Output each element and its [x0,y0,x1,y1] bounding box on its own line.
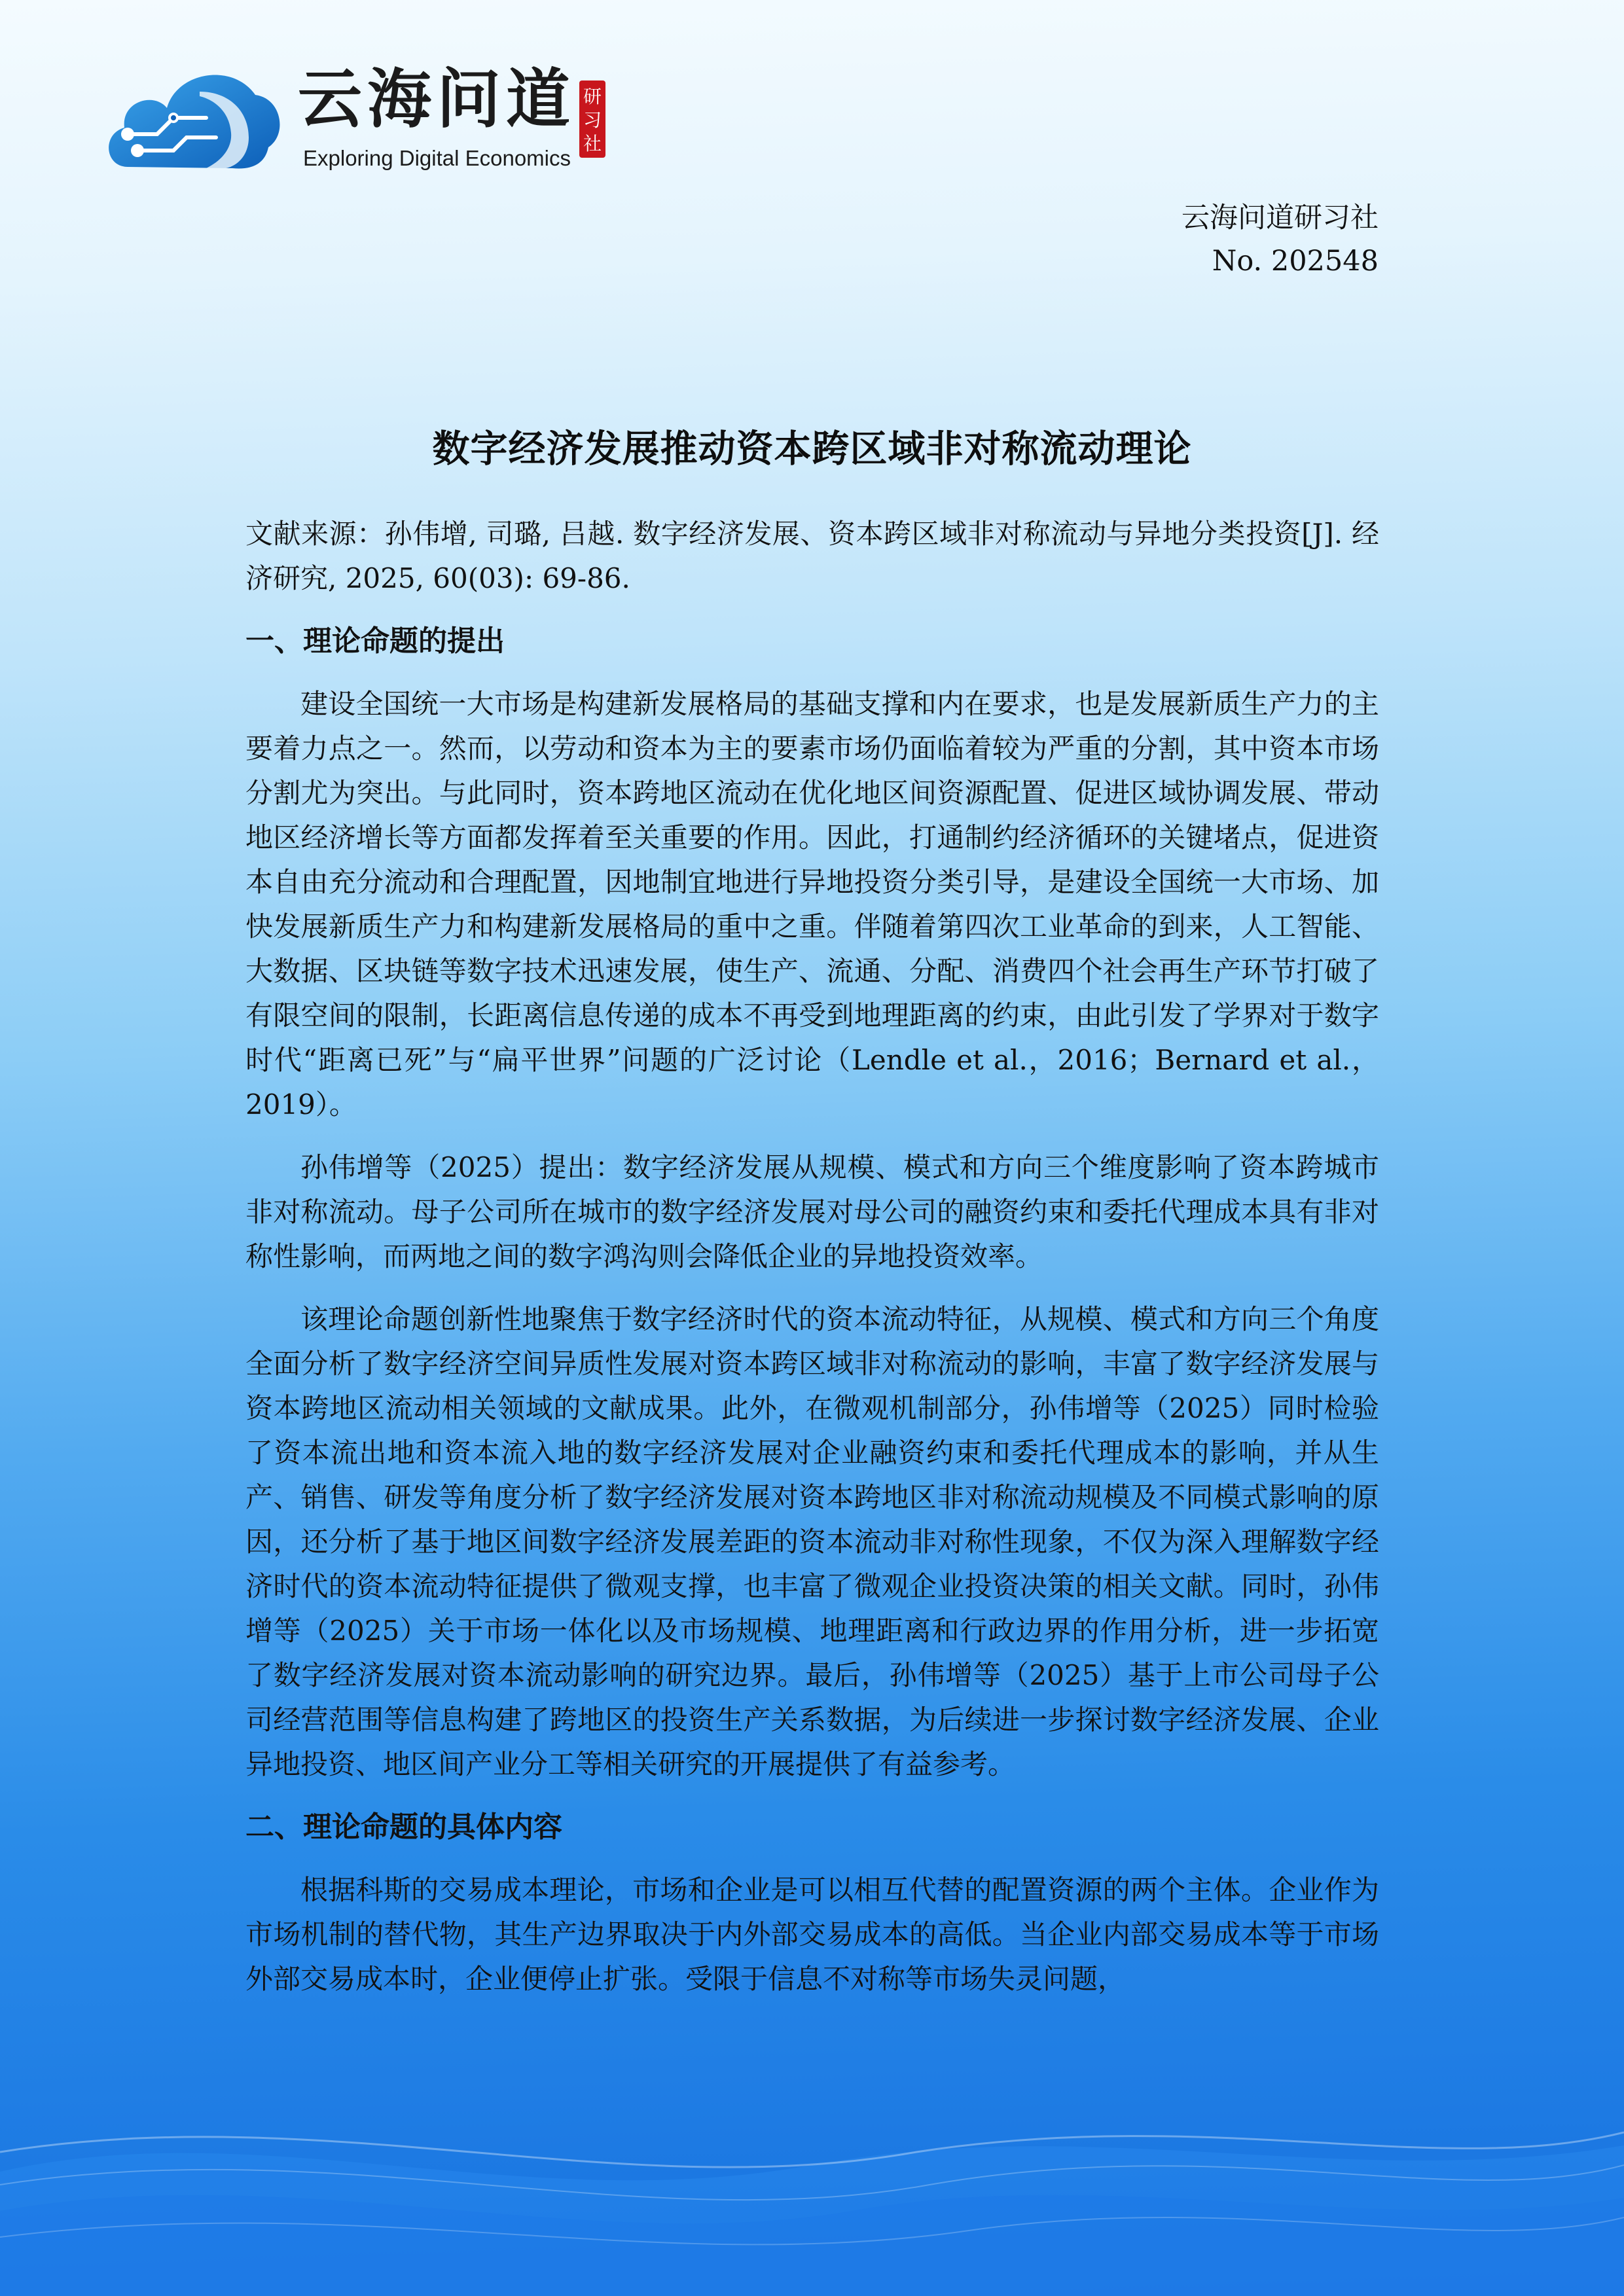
logo-tagline: Exploring Digital Economics [303,146,571,170]
svg-text:研: 研 [583,86,602,107]
logo-name: 云海问道 [298,62,576,137]
svg-text:社: 社 [583,133,602,154]
logo [101,56,612,180]
svg-text:习: 习 [583,109,602,131]
cloud-circuit-icon [101,56,285,180]
issuer-name: 云海问道研习社 [1182,202,1379,234]
document-title: 数字经济发展推动资本跨区域非对称流动理论 [432,427,1192,471]
paragraph: 根据科斯的交易成本理论，市场和企业是可以相互代替的配置资源的两个主体。企业作为市场机制的替代物，其生产边界取决于内外部交易成本的高低。当企业内部交易成本等于市场外部交易成本时，企业便停止扩张。受限于信息不对称等市场失灵问题， [245,1874,1379,1995]
section-heading: 一、理论命题的提出 [245,624,505,658]
seal-stamp [579,81,605,158]
document-body [245,512,1379,2020]
paragraph: 建设全国统一大市场是构建新发展格局的基础支撑和内在要求，也是发展新质生产力的主要着力点之一。然而，以劳动和资本为主的要素市场仍面临着较为严重的分割，其中资本市场分割尤为突出。与此同时，资本跨地区流动在优化地区间资源配置、促进区域协调发展、带动地区经济增长等方面都发挥着至关重要的作用。因此，打通制约经济循环的关键堵点，促进资本自由充分流动和合理配置，因地制宜地进行异地投资分类引导，是建设全国统一大市场、加快发展新质生产力和构建新发展格局的重中之重。伴随着第四次工业革命的到来，人工智能、大数据、区块链等数字技术迅速发展，使生产、流通、分配、消费四个社会再生产环节打破了有限空间的限制，长距离信息传递的成本不再受到地理距离的约束，由此引发了学界对于数字时代“距离已死”与“扁平世界”问题的广泛讨论（Lendle et al.，2016；Bernard et al.，2019）。 [245,688,1379,1121]
issue-number: No. 202548 [1212,245,1379,278]
section-heading: 二、理论命题的具体内容 [245,1810,562,1844]
paragraph: 孙伟增等（2025）提出：数字经济发展从规模、模式和方向三个维度影响了资本跨城市非对称流动。母子公司所在城市的数字经济发展对母公司的融资约束和委托代理成本具有非对称性影响，而两地之间的数字鸿沟则会降低企业的异地投资效率。 [245,1151,1379,1272]
paragraph: 该理论命题创新性地聚焦于数字经济时代的资本流动特征，从规模、模式和方向三个角度全面分析了数字经济空间异质性发展对资本跨区域非对称流动的影响，丰富了数字经济发展与资本跨地区流动相关领域的文献成果。此外，在微观机制部分，孙伟增等（2025）同时检验了资本流出地和资本流入地的数字经济发展对企业融资约束和委托代理成本的影响，并从生产、销售、研发等角度分析了数字经济发展对资本跨地区非对称流动规模及不同模式影响的原因，还分析了基于地区间数字经济发展差距的资本流动非对称性现象，不仅为深入理解数字经济时代的资本流动特征提供了微观支撑，也丰富了微观企业投资决策的相关文献。同时，孙伟增等（2025）关于市场一体化以及市场规模、地理距离和行政边界的作用分析，进一步拓宽了数字经济发展对资本流动影响的研究边界。最后，孙伟增等（2025）基于上市公司母子公司经营范围等信息构建了跨地区的投资生产关系数据，为后续进一步探讨数字经济发展、企业异地投资、地区间产业分工等相关研究的开展提供了有益参考。 [245,1303,1379,1780]
source-citation: 文献来源：孙伟增, 司璐, 吕越. 数字经济发展、资本跨区域非对称流动与异地分类投资[J]. 经济研究, 2025, 60(03): 69-86. [245,518,1379,594]
wave-decoration [0,2021,1624,2296]
issuer-info [1182,196,1379,283]
